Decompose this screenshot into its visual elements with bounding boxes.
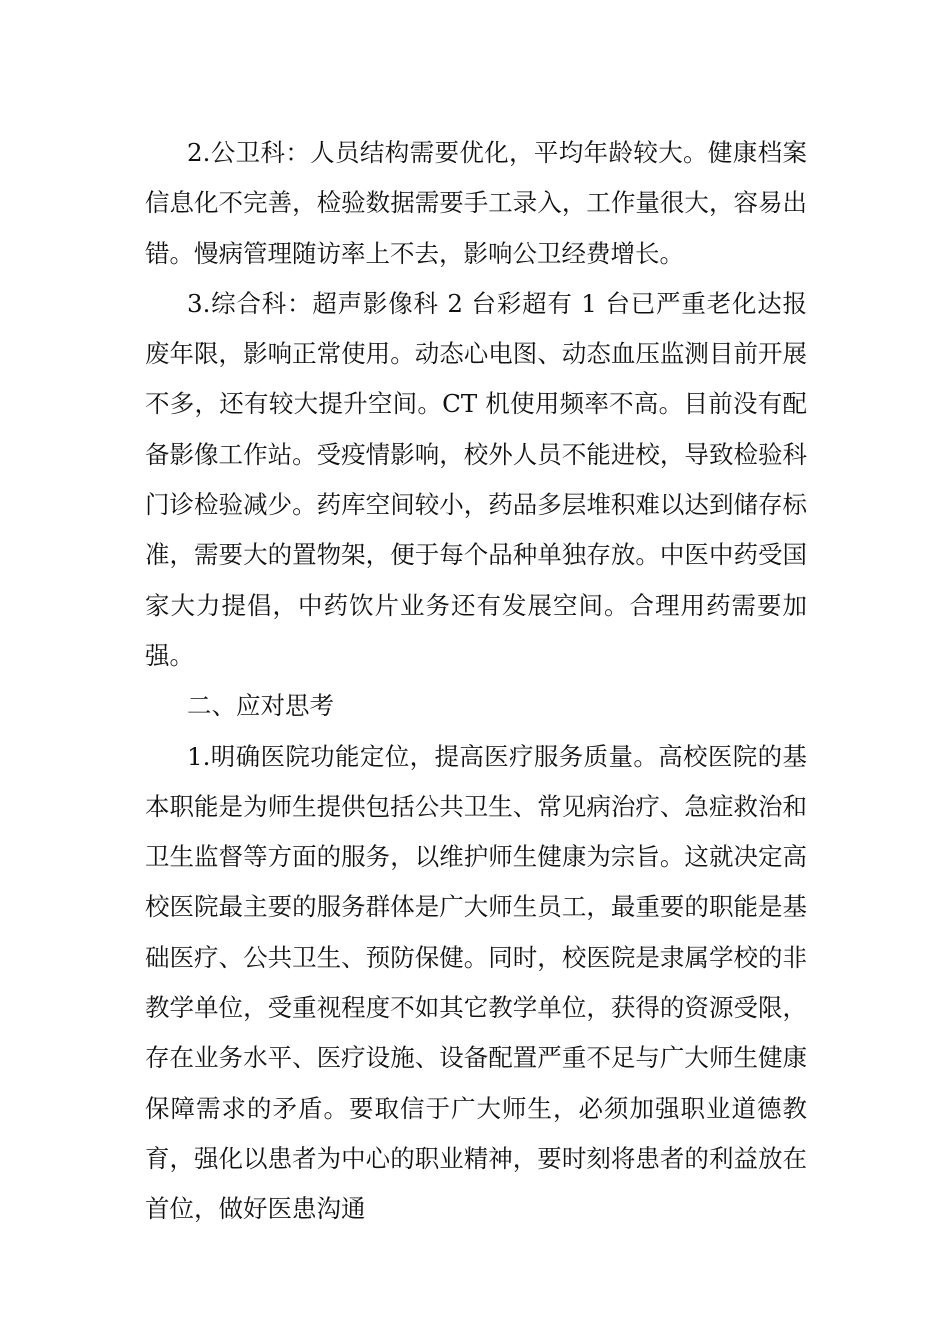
- paragraph-hospital-positioning: 1.明确医院功能定位，提高医疗服务质量。高校医院的基本职能是为师生提供包括公共卫生、常见病治疗、急症救治和卫生监督等方面的服务，以维护师生健康为宗旨。这就决定高校医院最主要的服务群体是广大师生员工，最重要的职能是基础医疗、公共卫生、预防保健。同时，校医院是隶属学校的非教学单位，受重视程度不如其它教学单位，获得的资源受限，存在业务水平、医疗设施、设备配置严重不足与广大师生健康保障需求的矛盾。要取信于广大师生，必须加强职业道德教育，强化以患者为中心的职业精神，要时刻将患者的利益放在首位，做好医患沟通: [145, 741, 807, 1224]
- paragraph-public-health-section: 2.公卫科：人员结构需要优化，平均年龄较大。健康档案信息化不完善，检验数据需要手工录入，工作量很大，容易出错。慢病管理随访率上不去，影响公卫经费增长。: [145, 138, 807, 268]
- section-heading-response: 二、应对思考: [187, 691, 334, 721]
- paragraph-general-section: 3.综合科：超声影像科 2 台彩超有 1 台已严重老化达报废年限，影响正常使用。动态心电图、动态血压监测目前开展不多，还有较大提升空间。CT 机使用频率不高。目前没有配备影像工作站。受疫情影响，校外人员不能进校，导致检验科门诊检验减少。药库空间较小，药品多层堆积难以达到储存标准，需要大的置物架，便于每个品种单独存放。中医中药受国家大力提倡，中药饮片业务还有发展空间。合理用药需要加强。: [145, 288, 807, 670]
- document-body: [145, 128, 807, 1235]
